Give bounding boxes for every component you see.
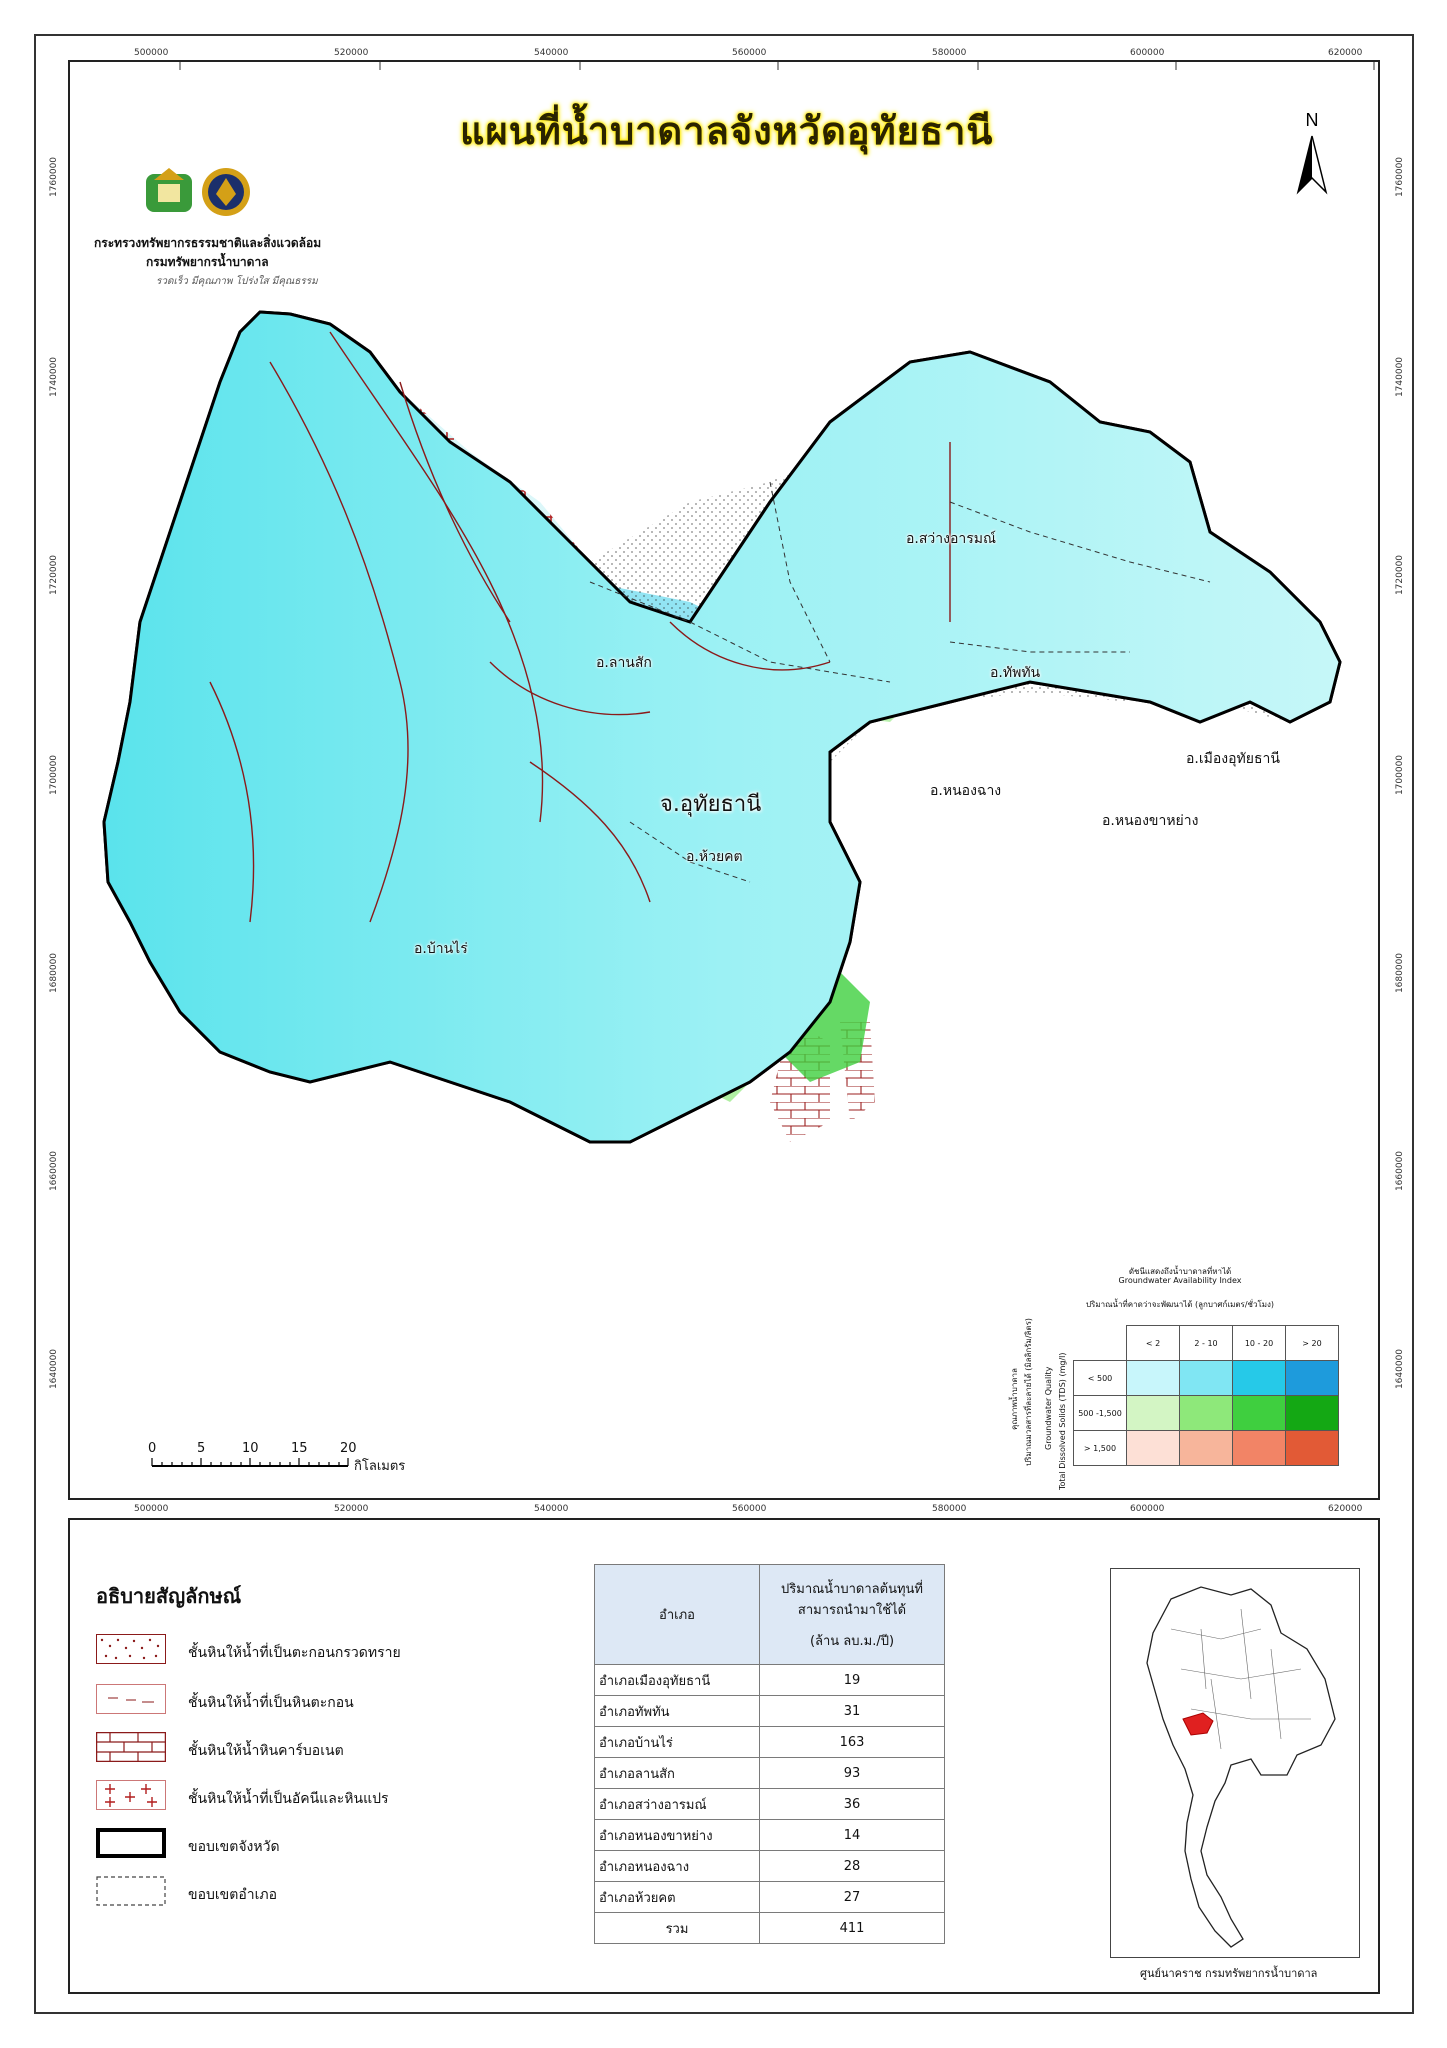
index-title-en: Groundwater Availability Index bbox=[1118, 1276, 1242, 1285]
table-cell-value: 27 bbox=[760, 1882, 945, 1913]
index-cell bbox=[1180, 1396, 1233, 1431]
index-cell bbox=[1286, 1431, 1339, 1466]
brick-swatch-icon bbox=[96, 1732, 166, 1762]
coord-top-3: 540000 bbox=[534, 48, 569, 58]
coord-right-6: 1660000 bbox=[1395, 1150, 1406, 1192]
cross-swatch-icon bbox=[96, 1780, 166, 1810]
district-label-nong-khayang: อ.หนองขาหย่าง bbox=[1102, 813, 1199, 829]
yield-class-1: < 2 bbox=[1127, 1326, 1180, 1361]
legend-item-carbonate bbox=[96, 1732, 456, 1766]
availability-index-grid bbox=[1073, 1325, 1339, 1466]
map-title: แผนที่น้ำบาดาลจังหวัดอุทัยธานี bbox=[460, 109, 994, 153]
table-row bbox=[595, 1882, 945, 1913]
district-label-lan-sak: อ.ลานสัก bbox=[596, 655, 652, 671]
legend-label: ชั้นหินให้น้ำที่เป็นตะกอนกรวดทราย bbox=[188, 1645, 401, 1661]
index-quality-label-th2: ปริมาณมวลสารที่ละลายได้ (มิลลิกรัม/ลิตร) bbox=[1024, 1317, 1033, 1466]
table-row bbox=[595, 1727, 945, 1758]
ministry-logo-icon bbox=[146, 168, 192, 212]
coord-right-2: 1740000 bbox=[1395, 356, 1406, 398]
legend-item-gravel bbox=[96, 1634, 456, 1668]
org-ministry: กระทรวงทรัพยากรธรรมชาติและสิ่งแวดล้อม bbox=[94, 236, 322, 250]
tds-class-2: 500 -1,500 bbox=[1074, 1396, 1127, 1431]
table-cell-name: อำเภอบ้านไร่ bbox=[595, 1727, 760, 1758]
coord-left-1: 1760000 bbox=[49, 156, 60, 198]
dots-swatch-icon bbox=[96, 1634, 166, 1664]
inset-frame bbox=[1110, 1568, 1360, 1958]
index-cell bbox=[1286, 1396, 1339, 1431]
district-label-thap-than: อ.ทัพทัน bbox=[990, 665, 1041, 681]
coord-right-7: 1640000 bbox=[1395, 1348, 1406, 1390]
index-title-th: ดัชนีแสดงถึงน้ำบาดาลที่หาได้ bbox=[1128, 1267, 1232, 1276]
coord-left-6: 1660000 bbox=[49, 1150, 60, 1192]
table-cell-value: 14 bbox=[760, 1820, 945, 1851]
north-arrow-icon bbox=[1292, 108, 1332, 198]
frame-ticks bbox=[180, 62, 1374, 70]
index-cell bbox=[1127, 1361, 1180, 1396]
org-slogan: รวดเร็ว มีคุณภาพ โปร่งใส มีคุณธรรม bbox=[156, 276, 318, 287]
coord-top-2: 520000 bbox=[334, 48, 369, 58]
coord-top-1: 500000 bbox=[134, 48, 169, 58]
index-cell bbox=[1127, 1431, 1180, 1466]
table-header-volume-line3: (ล้าน ลบ.ม./ปี) bbox=[809, 1634, 895, 1649]
coord-top-6: 600000 bbox=[1130, 48, 1165, 58]
groundwater-table bbox=[594, 1564, 945, 1944]
coord-left-5: 1680000 bbox=[49, 952, 60, 994]
table-header-volume-line2: สามารถนำมาใช้ได้ bbox=[797, 1603, 907, 1618]
table-cell-name: อำเภอลานสัก bbox=[595, 1758, 760, 1789]
table-row bbox=[595, 1851, 945, 1882]
coord-top-5: 580000 bbox=[932, 48, 967, 58]
coord-left-2: 1740000 bbox=[49, 356, 60, 398]
scale-unit: กิโลเมตร bbox=[354, 1459, 406, 1474]
thailand-inset-map bbox=[1111, 1569, 1361, 1959]
legend-label: ชั้นหินให้น้ำที่เป็นอัคนีและหินแปร bbox=[188, 1791, 389, 1807]
department-logo-icon bbox=[202, 168, 250, 216]
district-label-sawang-arom: อ.สว่างอารมณ์ bbox=[906, 531, 996, 547]
district-label-mueang: อ.เมืองอุทัยธานี bbox=[1186, 751, 1280, 767]
index-cell bbox=[1180, 1361, 1233, 1396]
coord-bottom-1: 500000 bbox=[134, 1504, 169, 1514]
table-total-value: 411 bbox=[760, 1913, 945, 1944]
index-cell bbox=[1233, 1396, 1286, 1431]
table-cell-value: 36 bbox=[760, 1789, 945, 1820]
coord-top-7: 620000 bbox=[1328, 48, 1363, 58]
table-header-district: อำเภอ bbox=[595, 1565, 760, 1665]
agency-logos bbox=[140, 160, 260, 220]
scale-tick-5: 5 bbox=[197, 1441, 206, 1456]
table-cell-name: อำเภอทัพทัน bbox=[595, 1696, 760, 1727]
coord-bottom-2: 520000 bbox=[334, 1504, 369, 1514]
coord-bottom-6: 600000 bbox=[1130, 1504, 1165, 1514]
dashed-border-swatch-icon bbox=[96, 1876, 166, 1906]
legend-title: อธิบายสัญลักษณ์ bbox=[96, 1584, 242, 1608]
index-quality-label-en2: Total Dissolved Solids (TDS) (mg/l) bbox=[1058, 1352, 1067, 1490]
table-cell-name: อำเภอหนองฉาง bbox=[595, 1851, 760, 1882]
table-cell-name: อำเภอหนองขาหย่าง bbox=[595, 1820, 760, 1851]
thailand-outline bbox=[1147, 1587, 1335, 1947]
province-label: จ.อุทัยธานี bbox=[660, 792, 762, 817]
table-cell-name: อำเภอเมืองอุทัยธานี bbox=[595, 1665, 760, 1696]
table-header-volume-line1: ปริมาณน้ำบาดาลต้นทุนที่ bbox=[781, 1582, 923, 1597]
index-quality-label-th1: คุณภาพน้ำบาดาล bbox=[1010, 1368, 1019, 1430]
table-row bbox=[595, 1820, 945, 1851]
table-total-row bbox=[595, 1913, 945, 1944]
index-yield-label: ปริมาณน้ำที่คาดว่าจะพัฒนาได้ (ลูกบาศก์เมตร/ชั่วโมง) bbox=[1085, 1300, 1275, 1309]
index-cell bbox=[1233, 1361, 1286, 1396]
legend-item-sediment bbox=[96, 1684, 456, 1718]
coord-right-3: 1720000 bbox=[1395, 554, 1406, 596]
table-row bbox=[595, 1696, 945, 1727]
yield-class-4: > 20 bbox=[1286, 1326, 1339, 1361]
district-label-nong-chang: อ.หนองฉาง bbox=[930, 783, 1002, 799]
legend-label: ขอบเขตจังหวัด bbox=[188, 1839, 280, 1855]
coord-left-3: 1720000 bbox=[49, 554, 60, 596]
coord-left-4: 1700000 bbox=[49, 754, 60, 796]
scale-tick-15: 15 bbox=[291, 1441, 308, 1456]
index-cell bbox=[1180, 1431, 1233, 1466]
table-row bbox=[595, 1789, 945, 1820]
coord-bottom-7: 620000 bbox=[1328, 1504, 1363, 1514]
coord-bottom-3: 540000 bbox=[534, 1504, 569, 1514]
coord-bottom-5: 580000 bbox=[932, 1504, 967, 1514]
yield-class-3: 10 - 20 bbox=[1233, 1326, 1286, 1361]
yield-class-2: 2 - 10 bbox=[1180, 1326, 1233, 1361]
inset-caption: ศูนย์นาคราช กรมทรัพยากรน้ำบาดาล bbox=[1140, 1967, 1318, 1980]
dashes-swatch-icon bbox=[96, 1684, 166, 1714]
coord-right-4: 1700000 bbox=[1395, 754, 1406, 796]
table-cell-name: อำเภอสว่างอารมณ์ bbox=[595, 1789, 760, 1820]
scale-tick-10: 10 bbox=[242, 1441, 259, 1456]
table-cell-value: 163 bbox=[760, 1727, 945, 1758]
tds-class-1: < 500 bbox=[1074, 1361, 1127, 1396]
coord-left-7: 1640000 bbox=[49, 1348, 60, 1390]
org-department: กรมทรัพยากรน้ำบาดาล bbox=[146, 255, 269, 269]
scale-tick-0: 0 bbox=[148, 1441, 157, 1456]
legend-label: ชั้นหินให้น้ำหินคาร์บอเนต bbox=[188, 1743, 344, 1759]
coord-right-5: 1680000 bbox=[1395, 952, 1406, 994]
district-label-ban-rai: อ.บ้านไร่ bbox=[414, 941, 468, 957]
scale-tick-20: 20 bbox=[340, 1441, 357, 1456]
index-cell bbox=[1127, 1396, 1180, 1431]
legend-item-province-border bbox=[96, 1828, 456, 1862]
coord-right-1: 1760000 bbox=[1395, 156, 1406, 198]
district-label-huai-khot: อ.ห้วยคต bbox=[686, 849, 743, 865]
table-cell-value: 19 bbox=[760, 1665, 945, 1696]
table-cell-value: 28 bbox=[760, 1851, 945, 1882]
table-cell-value: 93 bbox=[760, 1758, 945, 1789]
table-cell-name: อำเภอห้วยคต bbox=[595, 1882, 760, 1913]
index-cell bbox=[1286, 1361, 1339, 1396]
legend-item-district-border bbox=[96, 1876, 456, 1910]
north-label: N bbox=[1305, 110, 1319, 130]
coord-bottom-4: 560000 bbox=[732, 1504, 767, 1514]
index-quality-label-en1: Groundwater Quality bbox=[1044, 1366, 1053, 1450]
table-header-volume bbox=[760, 1565, 945, 1665]
table-row bbox=[595, 1665, 945, 1696]
table-row bbox=[595, 1758, 945, 1789]
index-cell bbox=[1233, 1431, 1286, 1466]
legend-label: ขอบเขตอำเภอ bbox=[188, 1887, 278, 1903]
legend-label: ชั้นหินให้น้ำที่เป็นหินตะกอน bbox=[188, 1695, 354, 1711]
legend-item-igneous bbox=[96, 1780, 456, 1814]
tds-class-3: > 1,500 bbox=[1074, 1431, 1127, 1466]
coord-top-4: 560000 bbox=[732, 48, 767, 58]
table-total-label: รวม bbox=[595, 1913, 760, 1944]
table-cell-value: 31 bbox=[760, 1696, 945, 1727]
thick-border-swatch-icon bbox=[96, 1828, 166, 1858]
